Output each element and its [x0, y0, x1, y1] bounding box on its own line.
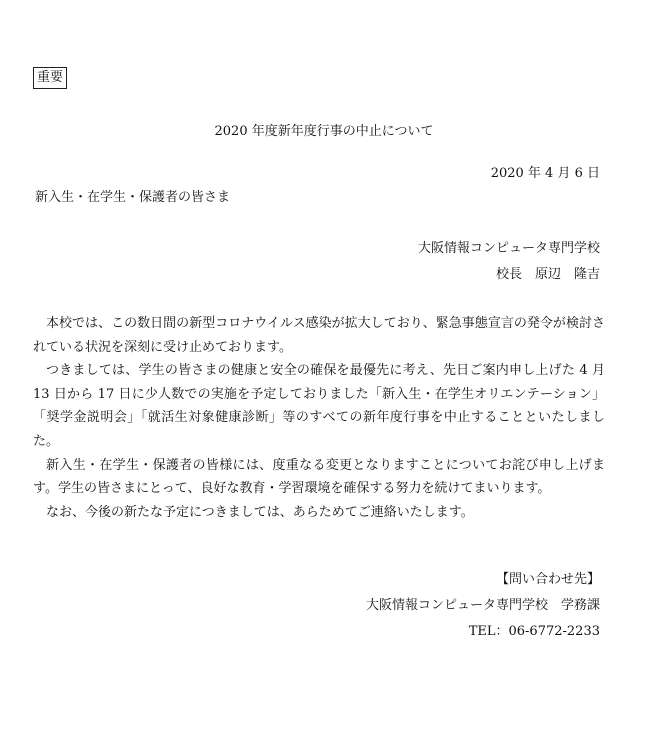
- sender-block: [418, 236, 600, 288]
- body-text: [33, 312, 605, 524]
- sender-principal: 校長 原辺 隆吉: [495, 267, 600, 282]
- recipient-line: 新入生・在学生・保護者の皆さま: [35, 190, 231, 205]
- contact-block: [366, 567, 600, 645]
- body-paragraph: 新入生・在学生・保護者の皆様には、度重なる変更となりますことについてお詫び申し上げます。学生の皆さまにとって、良好な教育・学習環境を確保する努力を続けてまいります。: [33, 457, 605, 497]
- contact-tel: TEL：06-6772-2233: [468, 624, 600, 639]
- body-paragraph: 本校では、この数日間の新型コロナウイルス感染が拡大しており、緊急事態宣言の発令が検討されている状況を深刻に受け止めております。: [33, 316, 605, 355]
- important-badge: 重要: [33, 67, 67, 89]
- contact-department: 大阪情報コンピュータ専門学校 学務課: [365, 598, 600, 613]
- body-paragraph: なお、今後の新たな予定につきましては、あらためてご連絡いたします。: [46, 504, 474, 520]
- document-title: 2020 年度新年度行事の中止について: [214, 124, 434, 139]
- sender-school: 大阪情報コンピュータ専門学校: [417, 241, 600, 256]
- contact-heading: 【問い合わせ先】: [495, 572, 600, 587]
- body-paragraph: つきましては、学生の皆さまの健康と安全の確保を最優先に考え、先日ご案内申し上げた 4 月 13 日から 17 日に少人数での実施を予定しておりました「新入生・在学生オリエンテーション」「奨学金説明会」「就活生対象健康診断」等のすべての新年度行事を中止することといたしました。: [33, 363, 605, 449]
- document-date: 2020 年 4 月 6 日: [490, 166, 600, 181]
